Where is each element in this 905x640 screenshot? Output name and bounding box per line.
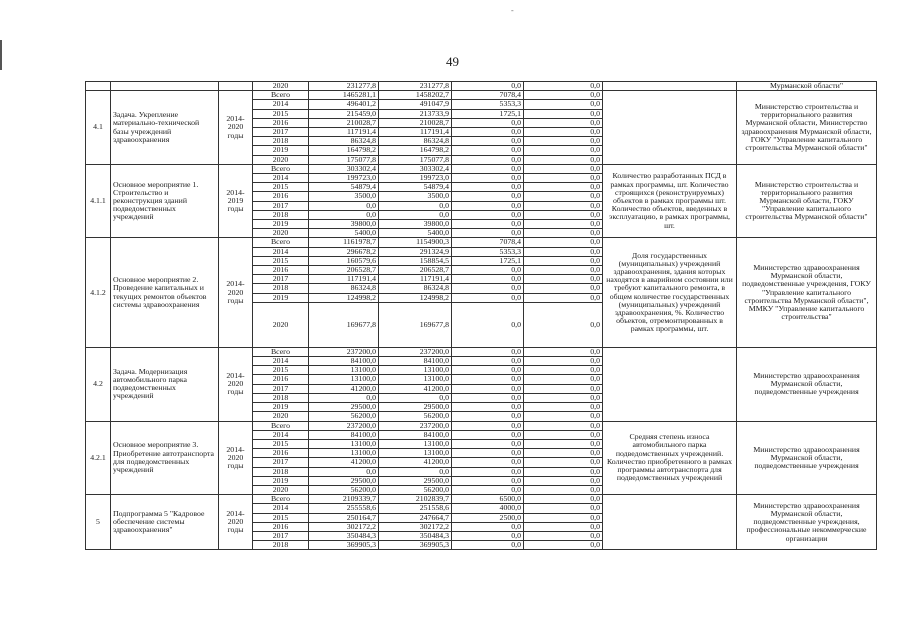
- other-sources-value: 0,0: [524, 109, 603, 118]
- year-cell: 2017: [253, 384, 309, 393]
- federal-budget-value: 0,0: [452, 137, 524, 146]
- regional-budget-value: 210028,7: [379, 118, 452, 127]
- federal-budget-value: 0,0: [452, 201, 524, 210]
- regional-budget-value: 29500,0: [379, 403, 452, 412]
- other-sources-value: 0,0: [524, 384, 603, 393]
- regional-budget-value: 231277,8: [379, 82, 452, 91]
- regional-budget-value: 1458202,7: [379, 91, 452, 100]
- regional-budget-value: 247664,7: [379, 513, 452, 522]
- federal-budget-value: 0,0: [452, 347, 524, 356]
- section-period: 2014-2020 годы: [219, 421, 253, 495]
- federal-budget-value: 0,0: [452, 541, 524, 550]
- regional-budget-value: 39800,0: [379, 220, 452, 229]
- total-value: 39800,0: [309, 220, 379, 229]
- total-value: 1465281,1: [309, 91, 379, 100]
- year-cell: Всего: [253, 164, 309, 173]
- year-cell: 2016: [253, 118, 309, 127]
- federal-budget-value: 7078,4: [452, 238, 524, 247]
- year-cell: 2020: [253, 412, 309, 421]
- total-value: 29500,0: [309, 403, 379, 412]
- other-sources-value: 0,0: [524, 137, 603, 146]
- federal-budget-value: 0,0: [452, 302, 524, 347]
- year-cell: 2016: [253, 522, 309, 531]
- section-name: Подпрограмма 5 "Кадровое обеспечение системы здравоохранения": [111, 495, 219, 550]
- total-value: 302172,2: [309, 522, 379, 531]
- other-sources-value: 0,0: [524, 522, 603, 531]
- year-cell: 2014: [253, 247, 309, 256]
- regional-budget-value: 117191,4: [379, 275, 452, 284]
- other-sources-value: 0,0: [524, 128, 603, 137]
- total-value: 169677,8: [309, 302, 379, 347]
- federal-budget-value: 2500,0: [452, 513, 524, 522]
- total-value: 84100,0: [309, 357, 379, 366]
- other-sources-value: 0,0: [524, 100, 603, 109]
- scan-dot: -: [511, 6, 514, 15]
- regional-budget-value: 175077,8: [379, 155, 452, 164]
- year-cell: 2016: [253, 192, 309, 201]
- federal-budget-value: 0,0: [452, 82, 524, 91]
- other-sources-value: 0,0: [524, 183, 603, 192]
- total-value: 86324,8: [309, 137, 379, 146]
- federal-budget-value: 0,0: [452, 164, 524, 173]
- other-sources-value: 0,0: [524, 210, 603, 219]
- federal-budget-value: 0,0: [452, 531, 524, 540]
- other-sources-value: 0,0: [524, 229, 603, 238]
- regional-budget-value: 0,0: [379, 210, 452, 219]
- year-cell: 2017: [253, 201, 309, 210]
- year-cell: 2017: [253, 458, 309, 467]
- other-sources-value: 0,0: [524, 504, 603, 513]
- year-cell: 2014: [253, 504, 309, 513]
- federal-budget-value: 0,0: [452, 366, 524, 375]
- section-number: [86, 82, 111, 91]
- federal-budget-value: 0,0: [452, 375, 524, 384]
- federal-budget-value: 0,0: [452, 220, 524, 229]
- table-row: [86, 495, 877, 504]
- federal-budget-value: 0,0: [452, 467, 524, 476]
- regional-budget-value: 206528,7: [379, 266, 452, 275]
- year-cell: 2019: [253, 220, 309, 229]
- total-value: 13100,0: [309, 439, 379, 448]
- total-value: 0,0: [309, 393, 379, 402]
- program-table: [85, 81, 877, 550]
- year-cell: 2014: [253, 100, 309, 109]
- total-value: 255558,6: [309, 504, 379, 513]
- other-sources-value: 0,0: [524, 412, 603, 421]
- regional-budget-value: 0,0: [379, 201, 452, 210]
- total-value: 54879,4: [309, 183, 379, 192]
- regional-budget-value: 213733,9: [379, 109, 452, 118]
- federal-budget-value: 0,0: [452, 229, 524, 238]
- year-cell: 2015: [253, 439, 309, 448]
- year-cell: 2014: [253, 174, 309, 183]
- regional-budget-value: 1154900,3: [379, 238, 452, 247]
- year-cell: 2015: [253, 183, 309, 192]
- regional-budget-value: 41200,0: [379, 384, 452, 393]
- federal-budget-value: 0,0: [452, 430, 524, 439]
- total-value: 41200,0: [309, 384, 379, 393]
- indicator-cell: Количество разработанных ПСД в рамках программы, шт. Количество строящихся (реконструируемых) объектов в рамках программы шт. Количество объектов, введенных в эксплуатацию, в рамках программы, шт.: [603, 164, 737, 238]
- regional-budget-value: 158854,5: [379, 256, 452, 265]
- other-sources-value: 0,0: [524, 541, 603, 550]
- regional-budget-value: 237200,0: [379, 347, 452, 356]
- year-cell: 2020: [253, 302, 309, 347]
- federal-budget-value: 0,0: [452, 458, 524, 467]
- table-row: [86, 82, 877, 91]
- year-cell: 2016: [253, 375, 309, 384]
- year-cell: 2015: [253, 109, 309, 118]
- regional-budget-value: 86324,8: [379, 137, 452, 146]
- total-value: 237200,0: [309, 347, 379, 356]
- federal-budget-value: 6500,0: [452, 495, 524, 504]
- indicator-cell: Доля государственных (муниципальных) учреждений здравоохранения, здания которых находятся в аварийном состоянии или требуют капитального ремонта, в общем количестве государственных (муниципальных) учреждений здравоохранения, %. Количество объектов, отремонтированных в рамках программы, шт.: [603, 238, 737, 347]
- section-period: 2014-2020 годы: [219, 495, 253, 550]
- year-cell: 2019: [253, 293, 309, 302]
- regional-budget-value: 54879,4: [379, 183, 452, 192]
- section-name: [111, 82, 219, 91]
- table-row: [86, 347, 877, 356]
- other-sources-value: 0,0: [524, 146, 603, 155]
- other-sources-value: 0,0: [524, 403, 603, 412]
- regional-budget-value: 13100,0: [379, 449, 452, 458]
- total-value: 1161978,7: [309, 238, 379, 247]
- federal-budget-value: 1725,1: [452, 256, 524, 265]
- other-sources-value: 0,0: [524, 293, 603, 302]
- federal-budget-value: 0,0: [452, 183, 524, 192]
- total-value: 3500,0: [309, 192, 379, 201]
- section-period: 2014-2020 годы: [219, 347, 253, 421]
- federal-budget-value: 0,0: [452, 174, 524, 183]
- year-cell: 2020: [253, 82, 309, 91]
- year-cell: 2018: [253, 393, 309, 402]
- federal-budget-value: 0,0: [452, 485, 524, 494]
- other-sources-value: 0,0: [524, 201, 603, 210]
- federal-budget-value: 0,0: [452, 266, 524, 275]
- regional-budget-value: 303302,4: [379, 164, 452, 173]
- section-name: Основное мероприятие 2. Проведение капитальных и текущих ремонтов объектов системы здравоохранения: [111, 238, 219, 347]
- section-number: 4.2.1: [86, 421, 111, 495]
- other-sources-value: 0,0: [524, 155, 603, 164]
- other-sources-value: 0,0: [524, 476, 603, 485]
- federal-budget-value: 0,0: [452, 439, 524, 448]
- total-value: 199723,0: [309, 174, 379, 183]
- federal-budget-value: 4000,0: [452, 504, 524, 513]
- year-cell: 2019: [253, 146, 309, 155]
- indicator-cell: [603, 82, 737, 91]
- section-name: Задача. Укрепление материально-технической базы учреждений здравоохранения: [111, 91, 219, 165]
- total-value: 206528,7: [309, 266, 379, 275]
- other-sources-value: 0,0: [524, 82, 603, 91]
- other-sources-value: 0,0: [524, 421, 603, 430]
- section-name: Основное мероприятие 1. Строительство и реконструкция зданий подведомственных учреждений: [111, 164, 219, 238]
- regional-budget-value: 13100,0: [379, 439, 452, 448]
- year-cell: 2015: [253, 513, 309, 522]
- executor-cell: Министерство здравоохранения Мурманской области, подведомственные учреждения: [737, 421, 877, 495]
- federal-budget-value: 0,0: [452, 192, 524, 201]
- federal-budget-value: 0,0: [452, 284, 524, 293]
- regional-budget-value: 0,0: [379, 393, 452, 402]
- total-value: 41200,0: [309, 458, 379, 467]
- regional-budget-value: 3500,0: [379, 192, 452, 201]
- federal-budget-value: 0,0: [452, 384, 524, 393]
- section-period: 2014-2020 годы: [219, 91, 253, 165]
- federal-budget-value: 7078,4: [452, 91, 524, 100]
- total-value: 13100,0: [309, 449, 379, 458]
- table-row: [86, 421, 877, 430]
- year-cell: 2018: [253, 541, 309, 550]
- year-cell: 2019: [253, 476, 309, 485]
- year-cell: 2018: [253, 284, 309, 293]
- section-number: 5: [86, 495, 111, 550]
- regional-budget-value: 237200,0: [379, 421, 452, 430]
- federal-budget-value: 1725,1: [452, 109, 524, 118]
- other-sources-value: 0,0: [524, 247, 603, 256]
- other-sources-value: 0,0: [524, 192, 603, 201]
- regional-budget-value: 13100,0: [379, 366, 452, 375]
- other-sources-value: 0,0: [524, 513, 603, 522]
- federal-budget-value: 0,0: [452, 128, 524, 137]
- other-sources-value: 0,0: [524, 531, 603, 540]
- federal-budget-value: 0,0: [452, 357, 524, 366]
- federal-budget-value: 0,0: [452, 146, 524, 155]
- total-value: 164798,2: [309, 146, 379, 155]
- indicator-cell: [603, 495, 737, 550]
- total-value: 160579,6: [309, 256, 379, 265]
- federal-budget-value: 0,0: [452, 118, 524, 127]
- year-cell: 2020: [253, 485, 309, 494]
- other-sources-value: 0,0: [524, 485, 603, 494]
- section-number: 4.2: [86, 347, 111, 421]
- executor-cell: Министерство здравоохранения Мурманской области, подведомственные учреждения, профессиональные некоммерческие организации: [737, 495, 877, 550]
- other-sources-value: 0,0: [524, 275, 603, 284]
- other-sources-value: 0,0: [524, 495, 603, 504]
- section-number: 4.1.1: [86, 164, 111, 238]
- section-name: Основное мероприятие 3. Приобретение автотранспорта для подведомственных учреждений: [111, 421, 219, 495]
- total-value: 250164,7: [309, 513, 379, 522]
- other-sources-value: 0,0: [524, 357, 603, 366]
- total-value: 237200,0: [309, 421, 379, 430]
- total-value: 210028,7: [309, 118, 379, 127]
- federal-budget-value: 5353,3: [452, 247, 524, 256]
- executor-cell: Министерство здравоохранения Мурманской области, подведомственные учреждения: [737, 347, 877, 421]
- federal-budget-value: 0,0: [452, 155, 524, 164]
- indicator-cell: Средняя степень износа автомобильного парка подведомственных учреждений. Количество приобретенного в рамках программы автотранспорта для подведомственных учреждений: [603, 421, 737, 495]
- other-sources-value: 0,0: [524, 449, 603, 458]
- other-sources-value: 0,0: [524, 238, 603, 247]
- regional-budget-value: 5400,0: [379, 229, 452, 238]
- total-value: 231277,8: [309, 82, 379, 91]
- other-sources-value: 0,0: [524, 439, 603, 448]
- regional-budget-value: 84100,0: [379, 357, 452, 366]
- regional-budget-value: 491047,9: [379, 100, 452, 109]
- year-cell: Всего: [253, 91, 309, 100]
- regional-budget-value: 369905,3: [379, 541, 452, 550]
- executor-cell: Министерство строительства и территориального развития Мурманской области, ГОКУ "Управление капитального строительства Мурманской области": [737, 164, 877, 238]
- year-cell: 2020: [253, 229, 309, 238]
- total-value: 117191,4: [309, 128, 379, 137]
- year-cell: 2017: [253, 531, 309, 540]
- year-cell: 2014: [253, 430, 309, 439]
- table-row: [86, 91, 877, 100]
- other-sources-value: 0,0: [524, 375, 603, 384]
- regional-budget-value: 251558,6: [379, 504, 452, 513]
- year-cell: 2019: [253, 403, 309, 412]
- year-cell: Всего: [253, 347, 309, 356]
- total-value: 369905,3: [309, 541, 379, 550]
- year-cell: 2015: [253, 366, 309, 375]
- indicator-cell: [603, 91, 737, 165]
- regional-budget-value: 86324,8: [379, 284, 452, 293]
- other-sources-value: 0,0: [524, 164, 603, 173]
- other-sources-value: 0,0: [524, 366, 603, 375]
- year-cell: 2014: [253, 357, 309, 366]
- total-value: 303302,4: [309, 164, 379, 173]
- federal-budget-value: 0,0: [452, 522, 524, 531]
- regional-budget-value: 291324,9: [379, 247, 452, 256]
- section-period: [219, 82, 253, 91]
- indicator-cell: [603, 347, 737, 421]
- other-sources-value: 0,0: [524, 458, 603, 467]
- federal-budget-value: 0,0: [452, 393, 524, 402]
- regional-budget-value: 29500,0: [379, 476, 452, 485]
- total-value: 56200,0: [309, 412, 379, 421]
- regional-budget-value: 84100,0: [379, 430, 452, 439]
- section-name: Задача. Модернизация автомобильного парка подведомственных учреждений: [111, 347, 219, 421]
- total-value: 296678,2: [309, 247, 379, 256]
- regional-budget-value: 169677,8: [379, 302, 452, 347]
- regional-budget-value: 0,0: [379, 467, 452, 476]
- table-row: [86, 164, 877, 173]
- total-value: 13100,0: [309, 366, 379, 375]
- federal-budget-value: 0,0: [452, 421, 524, 430]
- federal-budget-value: 0,0: [452, 210, 524, 219]
- total-value: 0,0: [309, 467, 379, 476]
- total-value: 124998,2: [309, 293, 379, 302]
- year-cell: Всего: [253, 421, 309, 430]
- total-value: 29500,0: [309, 476, 379, 485]
- regional-budget-value: 56200,0: [379, 412, 452, 421]
- federal-budget-value: 0,0: [452, 476, 524, 485]
- total-value: 56200,0: [309, 485, 379, 494]
- total-value: 84100,0: [309, 430, 379, 439]
- year-cell: 2016: [253, 449, 309, 458]
- other-sources-value: 0,0: [524, 118, 603, 127]
- year-cell: 2020: [253, 155, 309, 164]
- regional-budget-value: 199723,0: [379, 174, 452, 183]
- total-value: 117191,4: [309, 275, 379, 284]
- year-cell: 2017: [253, 128, 309, 137]
- section-period: 2014-2020 годы: [219, 238, 253, 347]
- regional-budget-value: 41200,0: [379, 458, 452, 467]
- executor-cell: Мурманской области": [737, 82, 877, 91]
- section-number: 4.1.2: [86, 238, 111, 347]
- regional-budget-value: 13100,0: [379, 375, 452, 384]
- other-sources-value: 0,0: [524, 393, 603, 402]
- year-cell: Всего: [253, 495, 309, 504]
- other-sources-value: 0,0: [524, 256, 603, 265]
- other-sources-value: 0,0: [524, 347, 603, 356]
- other-sources-value: 0,0: [524, 430, 603, 439]
- section-number: 4.1: [86, 91, 111, 165]
- regional-budget-value: 124998,2: [379, 293, 452, 302]
- other-sources-value: 0,0: [524, 220, 603, 229]
- year-cell: 2018: [253, 467, 309, 476]
- other-sources-value: 0,0: [524, 174, 603, 183]
- regional-budget-value: 164798,2: [379, 146, 452, 155]
- federal-budget-value: 0,0: [452, 293, 524, 302]
- total-value: 350484,3: [309, 531, 379, 540]
- year-cell: 2018: [253, 210, 309, 219]
- executor-cell: Министерство здравоохранения Мурманской области, подведомственные учреждения, ГОКУ "Управление капитального строительства Мурманской области", ММКУ "Управление капитального строительства": [737, 238, 877, 347]
- total-value: 2109339,7: [309, 495, 379, 504]
- total-value: 175077,8: [309, 155, 379, 164]
- regional-budget-value: 56200,0: [379, 485, 452, 494]
- federal-budget-value: 0,0: [452, 403, 524, 412]
- regional-budget-value: 117191,4: [379, 128, 452, 137]
- other-sources-value: 0,0: [524, 302, 603, 347]
- total-value: 0,0: [309, 210, 379, 219]
- regional-budget-value: 350484,3: [379, 531, 452, 540]
- other-sources-value: 0,0: [524, 266, 603, 275]
- total-value: 215459,0: [309, 109, 379, 118]
- year-cell: 2015: [253, 256, 309, 265]
- total-value: 86324,8: [309, 284, 379, 293]
- year-cell: 2017: [253, 275, 309, 284]
- total-value: 496401,2: [309, 100, 379, 109]
- federal-budget-value: 0,0: [452, 449, 524, 458]
- other-sources-value: 0,0: [524, 91, 603, 100]
- federal-budget-value: 5353,3: [452, 100, 524, 109]
- year-cell: 2018: [253, 137, 309, 146]
- total-value: 0,0: [309, 201, 379, 210]
- total-value: 13100,0: [309, 375, 379, 384]
- table-row: [86, 238, 877, 247]
- other-sources-value: 0,0: [524, 467, 603, 476]
- regional-budget-value: 302172,2: [379, 522, 452, 531]
- year-cell: Всего: [253, 238, 309, 247]
- section-period: 2014-2019 годы: [219, 164, 253, 238]
- regional-budget-value: 2102839,7: [379, 495, 452, 504]
- federal-budget-value: 0,0: [452, 275, 524, 284]
- other-sources-value: 0,0: [524, 284, 603, 293]
- year-cell: 2016: [253, 266, 309, 275]
- federal-budget-value: 0,0: [452, 412, 524, 421]
- total-value: 5400,0: [309, 229, 379, 238]
- page-number: 49: [446, 54, 459, 69]
- executor-cell: Министерство строительства и территориального развития Мурманской области, Министерство здравоохранения Мурманской области, ГОКУ "Управление капитального строительства Мурманской области": [737, 91, 877, 165]
